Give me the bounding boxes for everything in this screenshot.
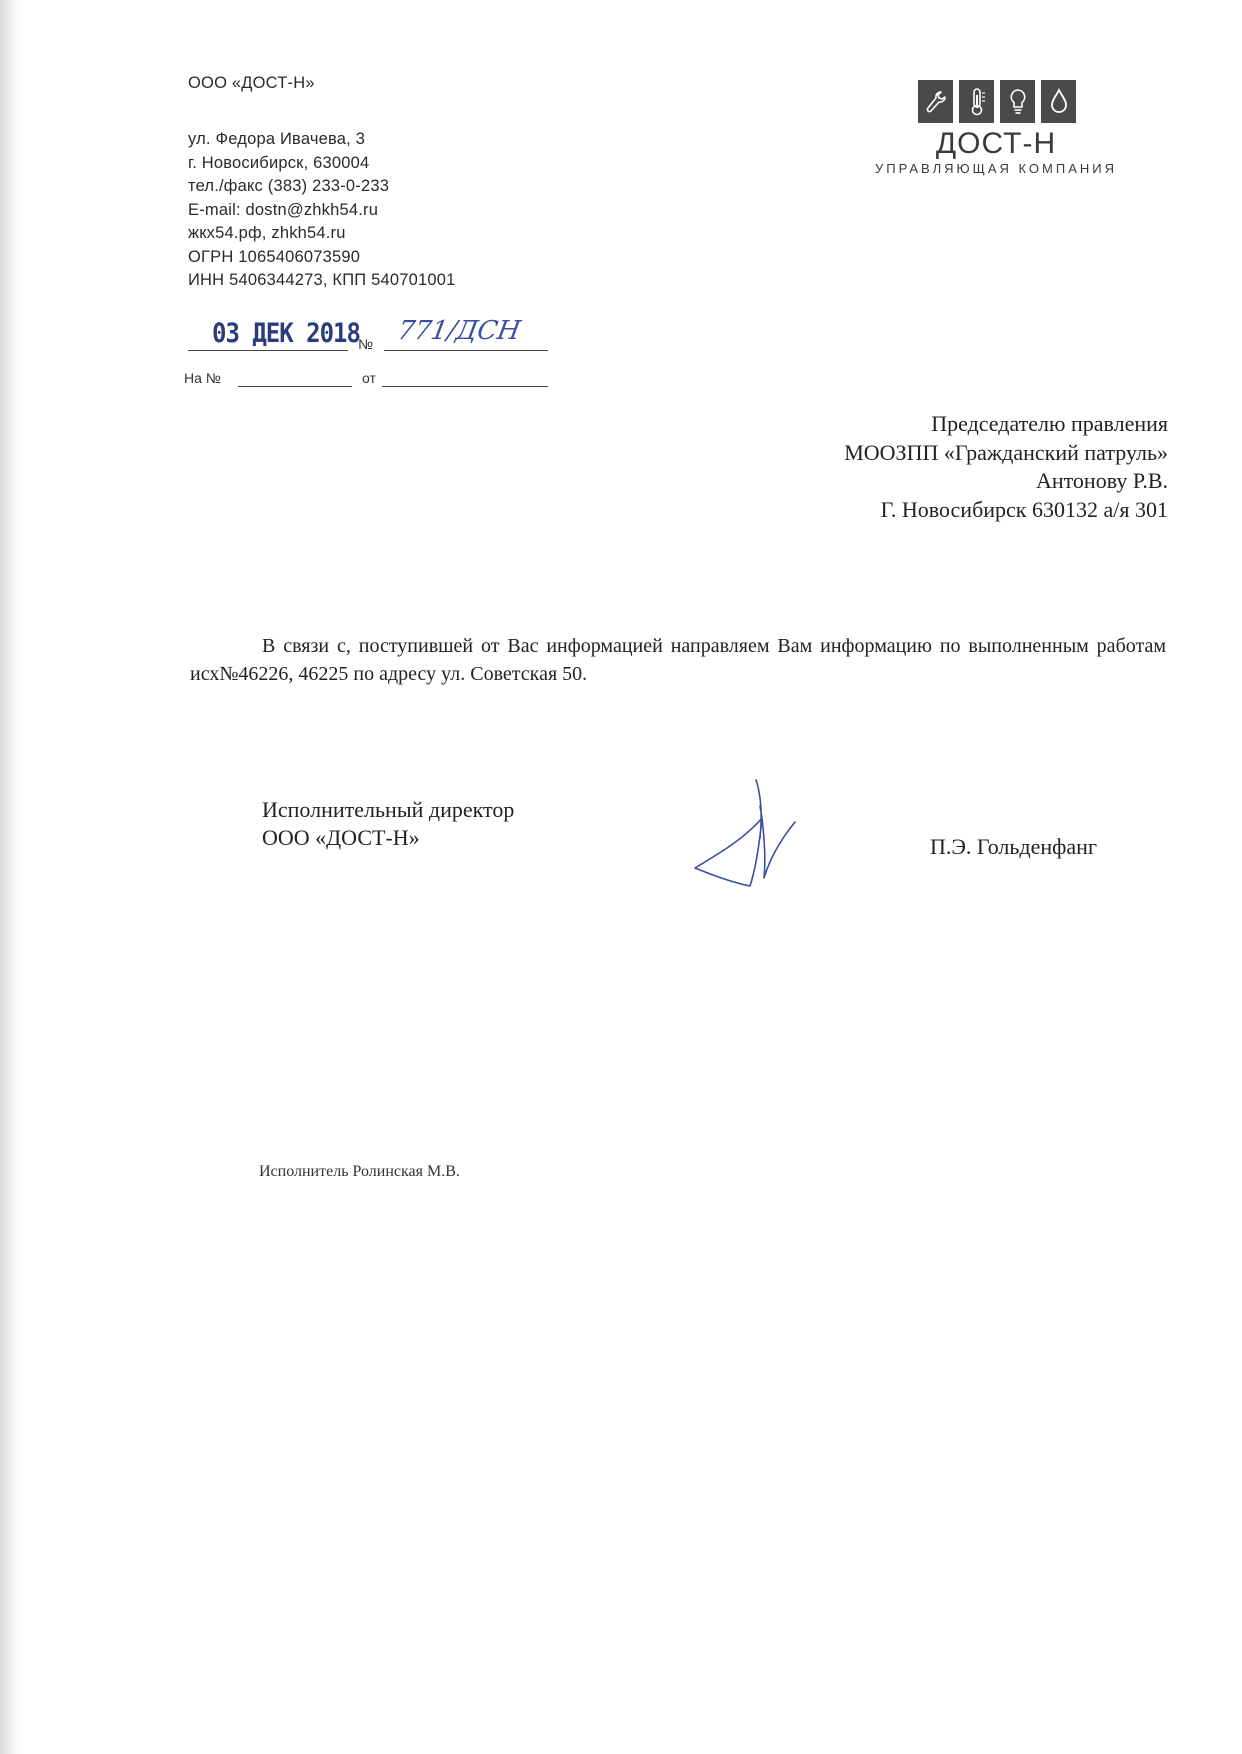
- sender-company-name: ООО «ДОСТ-Н»: [188, 74, 315, 92]
- lightbulb-icon: [1000, 80, 1035, 123]
- scan-edge-shadow: [0, 0, 22, 1754]
- signatory-title: Исполнительный директор: [262, 797, 515, 822]
- executor-note: Исполнитель Ролинская М.В.: [259, 1163, 460, 1180]
- company-logo: [862, 80, 1142, 176]
- sender-ogrn: ОГРН 1065406073590: [188, 247, 361, 266]
- addressee-organization: МООЗПП «Гражданский патруль»: [844, 439, 1168, 465]
- addressee-name: Антонову Р.В.: [1035, 468, 1168, 493]
- signatory-position: [262, 796, 514, 852]
- logo-company-name: ДОСТ-Н: [935, 127, 1057, 160]
- reply-number-label: На №: [184, 370, 221, 386]
- logo-icon-row: [852, 80, 1142, 123]
- thermometer-icon: [959, 80, 994, 123]
- letter-body: [190, 632, 1166, 688]
- addressee-position: Председателю правления: [931, 411, 1168, 436]
- reply-number-line: [238, 386, 352, 387]
- sender-street: ул. Федора Ивачева, 3: [188, 130, 366, 148]
- number-label: №: [358, 336, 374, 352]
- sender-websites: жкх54.рф, zhkh54.ru: [188, 224, 346, 242]
- reply-date-line: [382, 386, 548, 387]
- signer-name: П.Э. Гольденфанг: [930, 834, 1097, 859]
- signatory-company: ООО «ДОСТ-Н»: [262, 825, 420, 850]
- water-drop-icon: [1041, 80, 1076, 123]
- handwritten-signature: [690, 778, 800, 903]
- addressee-address: Г. Новосибирск 630132 а/я 301: [880, 496, 1168, 522]
- outgoing-number-handwritten: 771/ДСН: [395, 316, 523, 346]
- sender-details: [188, 128, 456, 293]
- sender-inn-kpp: ИНН 5406344273, КПП 540701001: [188, 271, 456, 289]
- wrench-icon: [918, 80, 953, 123]
- sender-phone: тел./факс (383) 233-0-233: [188, 177, 390, 195]
- logo-subtitle: УПРАВЛЯЮЩАЯ КОМПАНИЯ: [874, 161, 1117, 176]
- addressee-block: [844, 410, 1168, 524]
- date-stamp: 03 ДЕК 2018: [212, 318, 360, 349]
- body-paragraph: В связи с, поступившей от Вас информацией направляем Вам информацию по выполненным работам исх№46226, 46225 по адресу ул. Советская 50.: [190, 635, 1166, 685]
- reply-date-label: от: [362, 370, 376, 386]
- sender-city: г. Новосибирск, 630004: [188, 153, 370, 172]
- sender-email: E-mail: dostn@zhkh54.ru: [188, 200, 379, 219]
